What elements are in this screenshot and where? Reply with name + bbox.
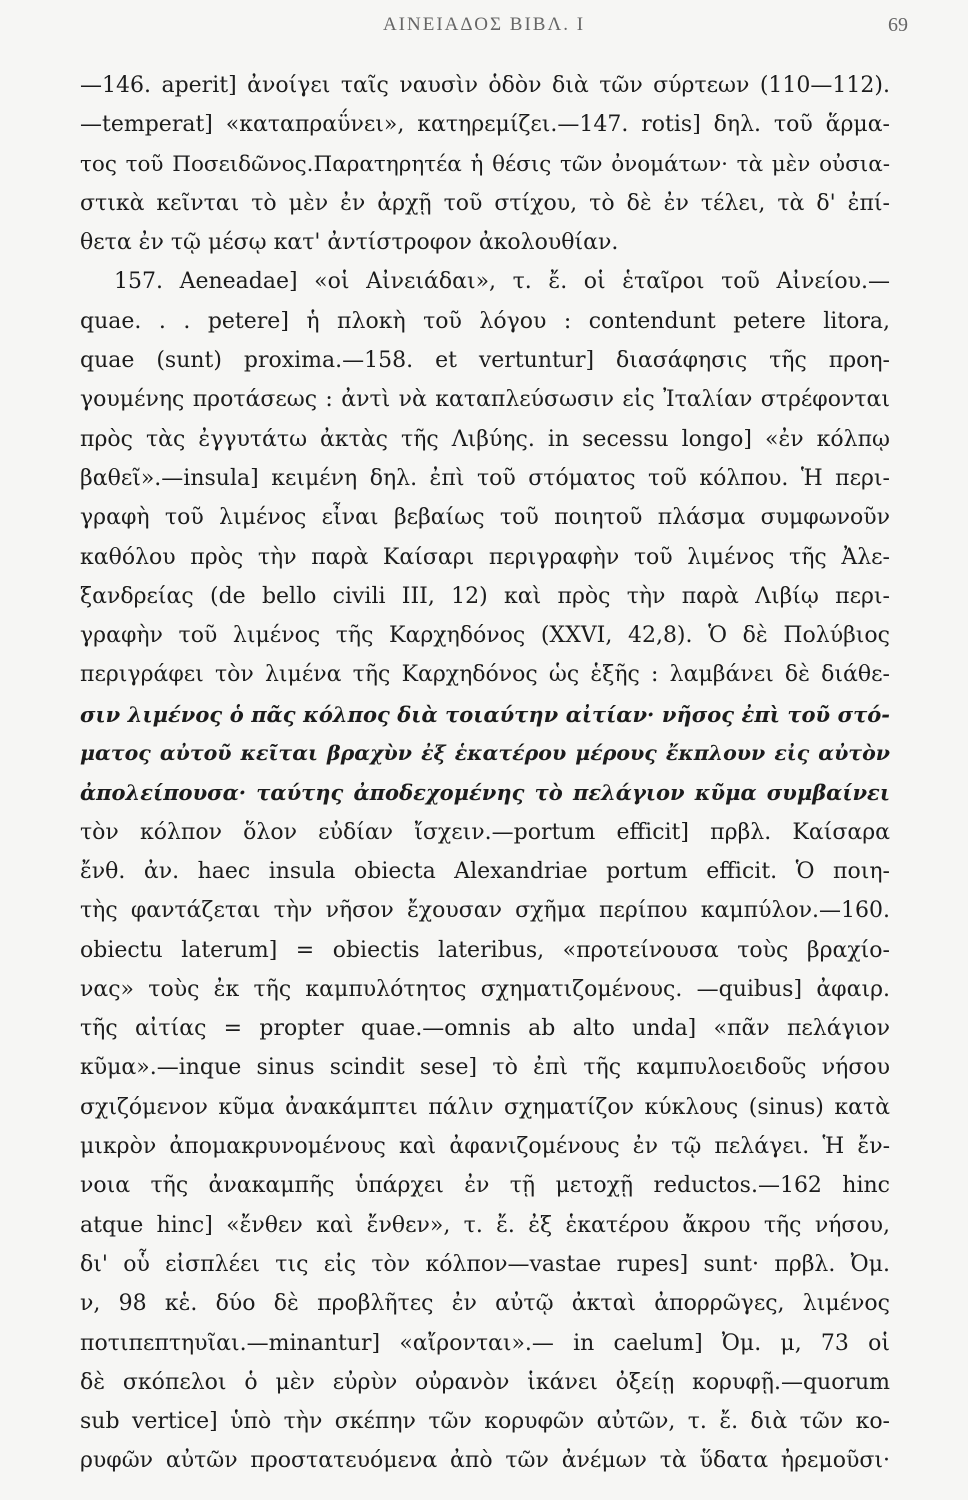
text-line: νας» τοὺς ἐκ τῆς καμπυλότητος σχηματιζομένους. —quibus] ἀφαιρ. [80, 976, 890, 1002]
text-line: ματος αὐτοῦ κεῖται βραχὺν ἐξ ἑκατέρου μέρους ἔκπλουν εἰς αὐτὸν [80, 741, 890, 766]
text-line: βαθεῖ».—insula] κειμένη δηλ. ἐπὶ τοῦ στόματος τοῦ κόλπου. Ἡ περι- [80, 465, 890, 491]
text-line: σχιζόμενον κῦμα ἀνακάμπτει πάλιν σχηματίζον κύκλους (sinus) κατὰ [80, 1094, 890, 1120]
text-line: τος τοῦ Ποσειδῶνος.Παρατηρητέα ἡ θέσις τῶν ὀνομάτων· τὰ μὲν οὐσια- [80, 151, 890, 177]
page-header [60, 14, 908, 50]
text-line: κῦμα».—inque sinus scindit sese] τὸ ἐπὶ τῆς καμπυλοειδοῦς νήσου [80, 1055, 890, 1081]
text-line: ποτιπεπτηυῖαι.—minantur] «αἴρονται».— in caelum] Ὀμ. μ, 73 οἱ [80, 1330, 890, 1356]
text-line: —146. aperit] ἀνοίγει ταῖς ναυσὶν ὁδὸν διὰ τῶν σύρτεων (110—112). [80, 73, 890, 98]
text-line: quae. . . petere] ἡ πλοκὴ τοῦ λόγου : contendunt petere litora, [80, 308, 890, 334]
text-line: ἀπολείπουσα· ταύτης ἀποδεχομένης τὸ πελάγιον κῦμα συμβαίνει [80, 780, 890, 806]
text-line: καθόλου πρὸς τὴν παρὰ Καίσαρι περιγραφὴν τοῦ λιμένος τῆς Ἀλε- [80, 544, 890, 570]
text-line: πρὸς τὰς ἐγγυτάτω ἀκτὰς τῆς Λιβύης. in secessu longo] «ἐν κόλπῳ [80, 426, 890, 452]
text-line: σιν λιμένος ὁ πᾶς κόλπος διὰ τοιαύτην αἰτίαν· νῆσος ἐπὶ τοῦ στό- [80, 701, 890, 727]
text-line: obiectu laterum] = obiectis lateribus, «προτείνουσα τοὺς βραχίο- [80, 937, 890, 963]
text-line: —temperat] «καταπραΰνει», κατηρεμίζει.—147. rotis] δηλ. τοῦ ἅρμα- [80, 112, 890, 138]
text-line: στικὰ κεῖνται τὸ μὲν ἐν ἀρχῇ τοῦ στίχου, τὸ δὲ ἐν τέλει, τὰ δ' ἐπί- [80, 190, 890, 216]
text-line: quae (sunt) proxima.—158. et vertuntur] διασάφησις τῆς προη- [80, 348, 890, 374]
page-number: 69 [888, 14, 908, 36]
text-line: γραφὴ τοῦ λιμένος εἶναι βεβαίως τοῦ ποιητοῦ πλάσμα συμφωνοῦν [80, 505, 890, 531]
text-line: περιγράφει τὸν λιμένα τῆς Καρχηδόνος ὡς ἑξῆς : λαμβάνει δὲ διάθε- [80, 662, 890, 688]
text-line: γραφὴν τοῦ λιμένος τῆς Καρχηδόνος (XXVI, 42,8). Ὁ δὲ Πολύβιος [80, 623, 890, 649]
commentary-text [80, 66, 890, 1481]
text-line: τῆς αἰτίας = propter quae.—omnis ab alto unda] «πᾶν πελάγιον [80, 1016, 890, 1042]
text-line: ἔνθ. ἀν. haec insula obiecta Alexandriae portum efficit. Ὁ ποιη- [80, 858, 890, 884]
text-line: θετα ἐν τῷ μέσῳ κατ' ἀντίστροφον ἀκολουθίαν. [80, 230, 619, 256]
text-line: ν, 98 κἑ. δύο δὲ προβλῆτες ἐν αὐτῷ ἀκταὶ ἀπορρῶγες, λιμένος [80, 1291, 890, 1317]
text-line: δὲ σκόπελοι ὁ μὲν εὐρὺν οὐρανὸν ἱκάνει ὀξείῃ κορυφῇ.—quorum [80, 1369, 890, 1395]
text-line: ξανδρείας (de bello civili III, 12) καὶ πρὸς τὴν παρὰ Λιβίῳ περι- [80, 583, 890, 609]
text-line: δι' οὗ εἰσπλέει τις εἰς τὸν κόλπον—vastae rupes] sunt· πρβλ. Ὀμ. [80, 1251, 890, 1277]
text-line: τὸν κόλπον ὅλον εὐδίαν ἴσχειν.—portum efficit] πρβλ. Καίσαρα [80, 819, 890, 845]
running-head: ΑΙΝΕΙΑΔΟΣ ΒΙΒΛ. Ι [382, 14, 586, 35]
text-line: νοια τῆς ἀνακαμπῆς ὑπάρχει ἐν τῇ μετοχῇ reductos.—162 hinc [80, 1173, 890, 1199]
text-line: ρυφῶν αὐτῶν προστατευόμενα ἀπὸ τῶν ἀνέμων τὰ ὕδατα ἠρεμοῦσι· [80, 1448, 890, 1474]
text-line: atque hinc] «ἔνθεν καὶ ἔνθεν», τ. ἔ. ἐξ ἑκατέρου ἄκρου τῆς νήσου, [80, 1212, 890, 1238]
text-line: μικρὸν ἀπομακρυνομένους καὶ ἀφανιζομένους ἐν τῷ πελάγει. Ἡ ἔν- [80, 1134, 890, 1160]
text-line: 157. Aeneadae] «οἱ Αἰνειάδαι», τ. ἔ. οἱ ἑταῖροι τοῦ Αἰνείου.— [114, 269, 890, 295]
text-line: τὴς φαντάζεται τὴν νῆσον ἔχουσαν σχῆμα περίπου καμπύλον.—160. [80, 898, 890, 924]
text-line: γουμένης προτάσεως : ἀντὶ νὰ καταπλεύσωσιν εἰς Ἰταλίαν στρέφονται [80, 387, 890, 413]
text-line: sub vertice] ὑπὸ τὴν σκέπην τῶν κορυφῶν αὐτῶν, τ. ἔ. διὰ τῶν κο- [80, 1409, 890, 1435]
